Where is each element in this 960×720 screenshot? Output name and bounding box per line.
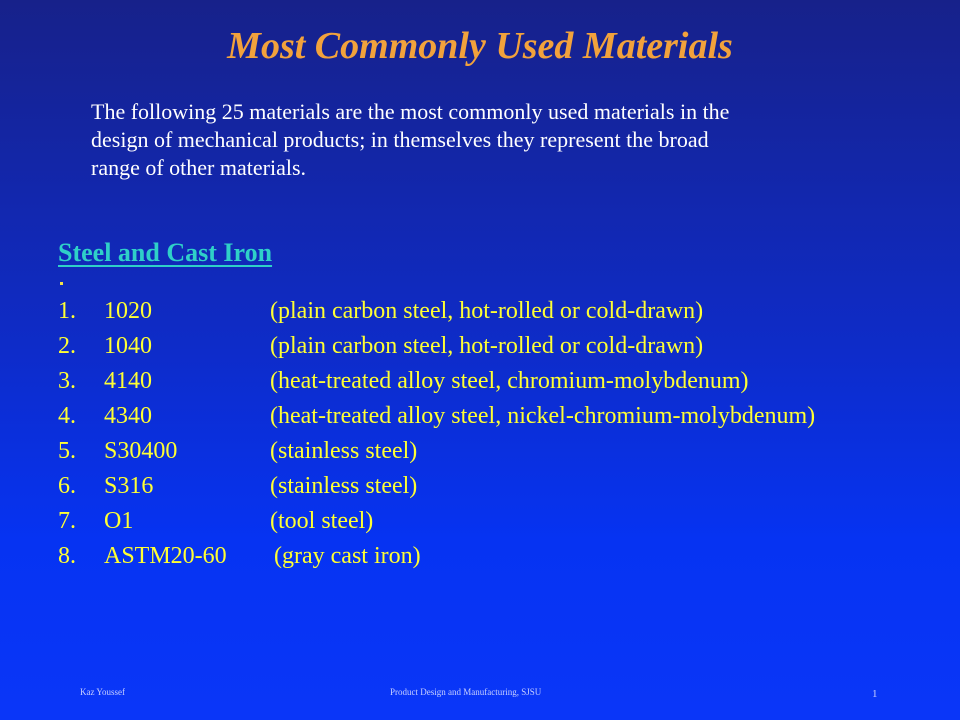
bullet-dot bbox=[60, 282, 63, 285]
material-code: 4140 bbox=[104, 368, 152, 394]
material-description: (gray cast iron) bbox=[274, 543, 421, 569]
material-code: S30400 bbox=[104, 438, 178, 464]
intro-line: The following 25 materials are the most commonly used materials in the bbox=[91, 99, 730, 124]
material-number: 2. bbox=[58, 333, 76, 359]
material-description: (stainless steel) bbox=[270, 438, 418, 464]
material-number: 8. bbox=[58, 543, 76, 569]
intro-line: design of mechanical products; in themselves they represent the broad bbox=[91, 127, 709, 152]
slide-title: Most Commonly Used Materials bbox=[227, 25, 733, 67]
material-number: 1. bbox=[58, 298, 76, 324]
material-number: 5. bbox=[58, 438, 76, 464]
material-description: (tool steel) bbox=[270, 508, 374, 534]
material-description: (plain carbon steel, hot-rolled or cold-drawn) bbox=[270, 333, 704, 359]
material-number: 4. bbox=[58, 403, 76, 429]
material-description: (stainless steel) bbox=[270, 473, 418, 499]
material-number: 3. bbox=[58, 368, 76, 394]
material-code: 4340 bbox=[104, 403, 152, 429]
material-code: O1 bbox=[104, 508, 134, 534]
material-code: S316 bbox=[104, 473, 154, 499]
footer-course: Product Design and Manufacturing, SJSU bbox=[390, 687, 542, 697]
material-description: (plain carbon steel, hot-rolled or cold-drawn) bbox=[270, 298, 704, 324]
material-code: ASTM20-60 bbox=[104, 543, 227, 569]
intro-line: range of other materials. bbox=[91, 155, 307, 180]
footer-author: Kaz Youssef bbox=[80, 687, 125, 697]
material-description: (heat-treated alloy steel, chromium-molybdenum) bbox=[270, 368, 749, 394]
material-description: (heat-treated alloy steel, nickel-chromium-molybdenum) bbox=[270, 403, 816, 429]
material-code: 1020 bbox=[104, 298, 152, 324]
page-number: 1 bbox=[872, 688, 878, 700]
section-heading-link[interactable]: Steel and Cast Iron bbox=[58, 238, 273, 267]
intro-paragraph bbox=[91, 98, 881, 182]
material-code: 1040 bbox=[104, 333, 152, 359]
material-number: 7. bbox=[58, 508, 76, 534]
material-number: 6. bbox=[58, 473, 76, 499]
